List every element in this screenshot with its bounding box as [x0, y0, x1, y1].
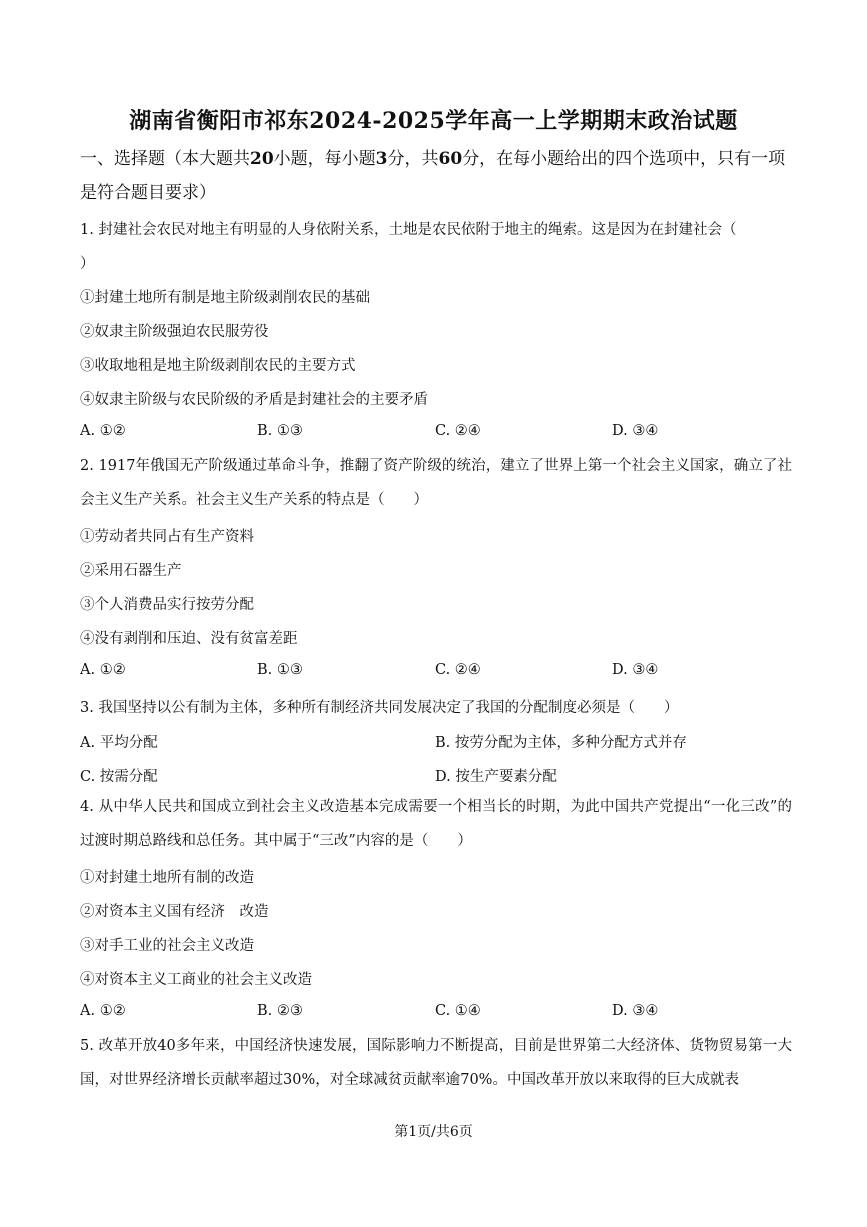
question-3-stem: 3. 我国坚持以公有制为主体，多种所有制经济共同发展决定了我国的分配制度必须是（ ） — [80, 700, 679, 716]
question-4-item: ③对手工业的社会主义改造 — [80, 938, 254, 954]
question-1-option-b: B. ①③ — [257, 423, 303, 439]
question-1-option-a: A. ①② — [80, 423, 126, 439]
question-1-option-d: D. ③④ — [612, 423, 659, 439]
question-4-item: ①对封建土地所有制的改造 — [80, 870, 254, 886]
question-2-item: ②采用石器生产 — [80, 563, 182, 579]
question-2-stem: 2. 1917年俄国无产阶级通过革命斗争，推翻了资产阶级的统治，建立了世界上第一个社会主义国家，确立了社会主义生产关系。社会主义生产关系的特点是（ ） — [80, 458, 792, 508]
question-2-option-d: D. ③④ — [612, 662, 659, 678]
question-3-option-b: B. 按劳分配为主体，多种分配方式并存 — [435, 735, 687, 751]
question-2-item: ④没有剥削和压迫、没有贫富差距 — [80, 631, 298, 647]
question-3-option-d: D. 按生产要素分配 — [435, 769, 557, 785]
question-1-stem-end: ） — [80, 256, 95, 272]
question-4-option-a: A. ①② — [80, 1003, 126, 1019]
question-1-item: ②奴隶主阶级强迫农民服劳役 — [80, 324, 269, 340]
question-3-option-c: C. 按需分配 — [80, 769, 158, 785]
question-4-option-c: C. ①④ — [435, 1003, 481, 1019]
question-2-item: ③个人消费品实行按劳分配 — [80, 597, 254, 613]
question-3-option-a: A. 平均分配 — [80, 735, 158, 751]
question-2-option-a: A. ①② — [80, 662, 126, 678]
question-1-item: ③收取地租是地主阶级剥削农民的主要方式 — [80, 358, 356, 374]
question-1-stem: 1. 封建社会农民对地主有明显的人身依附关系，土地是农民依附于地主的绳索。这是因为在封建社会（ — [80, 222, 737, 238]
question-2-option-b: B. ①③ — [257, 662, 303, 678]
question-2-option-c: C. ②④ — [435, 662, 481, 678]
page-footer: 第1页/共6页 — [394, 1124, 473, 1140]
question-5-stem: 5. 改革开放40多年来，中国经济快速发展，国际影响力不断提高，目前是世界第二大经济体、货物贸易第一大国，对世界经济增长贡献率超过30%，对全球减贫贡献率逾70%。中国改革开放以来取得的巨大成就表 — [80, 1038, 792, 1088]
question-1-item: ①封建土地所有制是地主阶级剥削农民的基础 — [80, 290, 370, 306]
question-4-option-b: B. ②③ — [257, 1003, 303, 1019]
question-4-item: ②对资本主义国有经济 改造 — [80, 904, 269, 920]
question-1-option-c: C. ②④ — [435, 423, 481, 439]
section-heading: 一、选择题（本大题共20小题，每小题3分，共60分，在每小题给出的四个选项中，只有一项是符合题目要求） — [80, 149, 786, 203]
question-1-item: ④奴隶主阶级与农民阶级的矛盾是封建社会的主要矛盾 — [80, 392, 428, 408]
question-4-stem: 4. 从中华人民共和国成立到社会主义改造基本完成需要一个相当长的时期，为此中国共产党提出“一化三改”的过渡时期总路线和总任务。其中属于“三改”内容的是（ ） — [80, 799, 792, 849]
question-2-item: ①劳动者共同占有生产资料 — [80, 529, 254, 545]
page-title: 湖南省衡阳市祁东2024-2025学年高一上学期期末政治试题 — [129, 108, 738, 134]
question-4-option-d: D. ③④ — [612, 1003, 659, 1019]
question-4-item: ④对资本主义工商业的社会主义改造 — [80, 972, 312, 988]
